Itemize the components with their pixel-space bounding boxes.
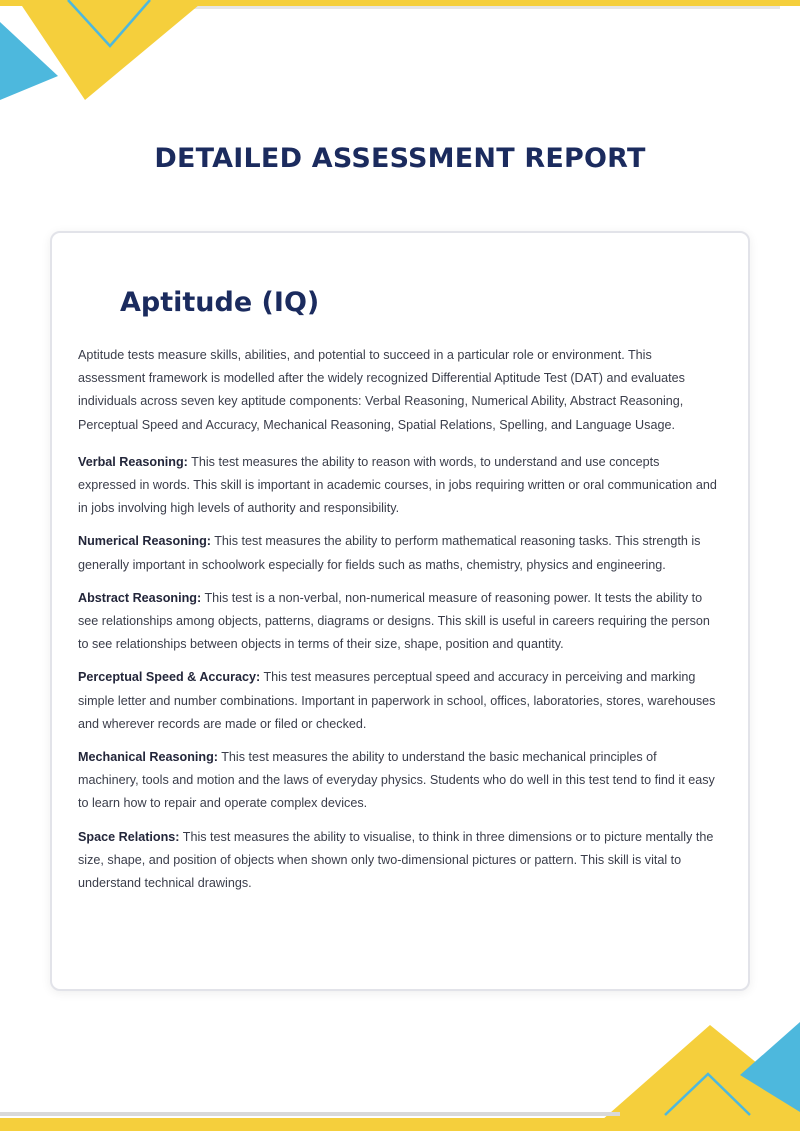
component-abstract-reasoning	[78, 587, 720, 657]
component-perceptual-speed	[78, 666, 720, 736]
page-title: DETAILED ASSESSMENT REPORT	[154, 143, 646, 174]
component-term: Mechanical Reasoning:	[78, 750, 218, 765]
section-title: Aptitude (IQ)	[120, 287, 320, 318]
bottom-right-yellow-chevron	[602, 1025, 800, 1120]
bottom-yellow-band	[0, 1118, 800, 1131]
top-left-yellow-chevron	[18, 0, 205, 100]
component-term: Space Relations:	[78, 829, 180, 844]
bottom-right-blue-line	[665, 1074, 750, 1115]
component-description: This test is a non-verbal, non-numerical measure of reasoning power. It tests the ability to see relationships among objects, patterns, diagrams or designs. This skill is useful in careers requiring the person to see relationships between objects in terms of their size, shape, position and quantity.	[78, 590, 710, 652]
top-yellow-band	[0, 0, 800, 6]
component-description: This test measures perceptual speed and accuracy in perceiving and marking simple letter and number combinations. Important in paperwork in school, offices, laboratories, stores, warehouses and wherever records are made or filed or checked.	[78, 670, 716, 731]
aptitude-card	[50, 231, 750, 991]
top-shadow-line	[120, 6, 780, 9]
component-space-relations	[78, 826, 720, 896]
top-left-blue-triangle	[0, 22, 58, 100]
component-description: This test measures the ability to reason with words, to understand and use concepts expressed in words. This skill is important in academic courses, in jobs requiring written or oral communication and in jobs involving high levels of authority and responsibility.	[78, 454, 717, 516]
component-term: Abstract Reasoning:	[78, 590, 202, 605]
component-term: Perceptual Speed & Accuracy:	[78, 670, 261, 685]
component-description: This test measures the ability to visualise, to think in three dimensions or to picture mentally the size, shape, and position of objects when shown only two-dimensional pictures or pattern. This skill is vital to understand technical drawings.	[78, 829, 714, 891]
top-left-blue-line	[68, 0, 150, 46]
component-numerical-reasoning	[78, 530, 720, 576]
component-term: Verbal Reasoning:	[78, 454, 188, 469]
component-description: This test measures the ability to understand the basic mechanical principles of machinery, tools and motion and the laws of everyday physics. Students who do well in this test tend to find it easy to learn how to repair and operate complex devices.	[78, 750, 715, 811]
bottom-shadow-line	[0, 1112, 620, 1116]
bottom-right-blue-triangle	[740, 1022, 800, 1112]
component-description: This test measures the ability to perform mathematical reasoning tasks. This strength is generally important in schoolwork especially for fields such as maths, chemistry, physics and engineering.	[78, 534, 701, 572]
component-mechanical-reasoning	[78, 746, 720, 816]
component-verbal-reasoning	[78, 451, 720, 521]
intro-paragraph: Aptitude tests measure skills, abilities, and potential to succeed in a particular role or environment. This assessment framework is modelled after the widely recognized Differential Aptitude Test (DAT) and evaluates individuals across seven key aptitude components: Verbal Reasoning, Numerical Ability, Abstract Reasoning, Perceptual Speed and Accuracy, Mechanical Reasoning, Spatial Relations, Spelling, and Language Usage.	[78, 348, 685, 432]
component-term: Numerical Reasoning:	[78, 534, 211, 549]
